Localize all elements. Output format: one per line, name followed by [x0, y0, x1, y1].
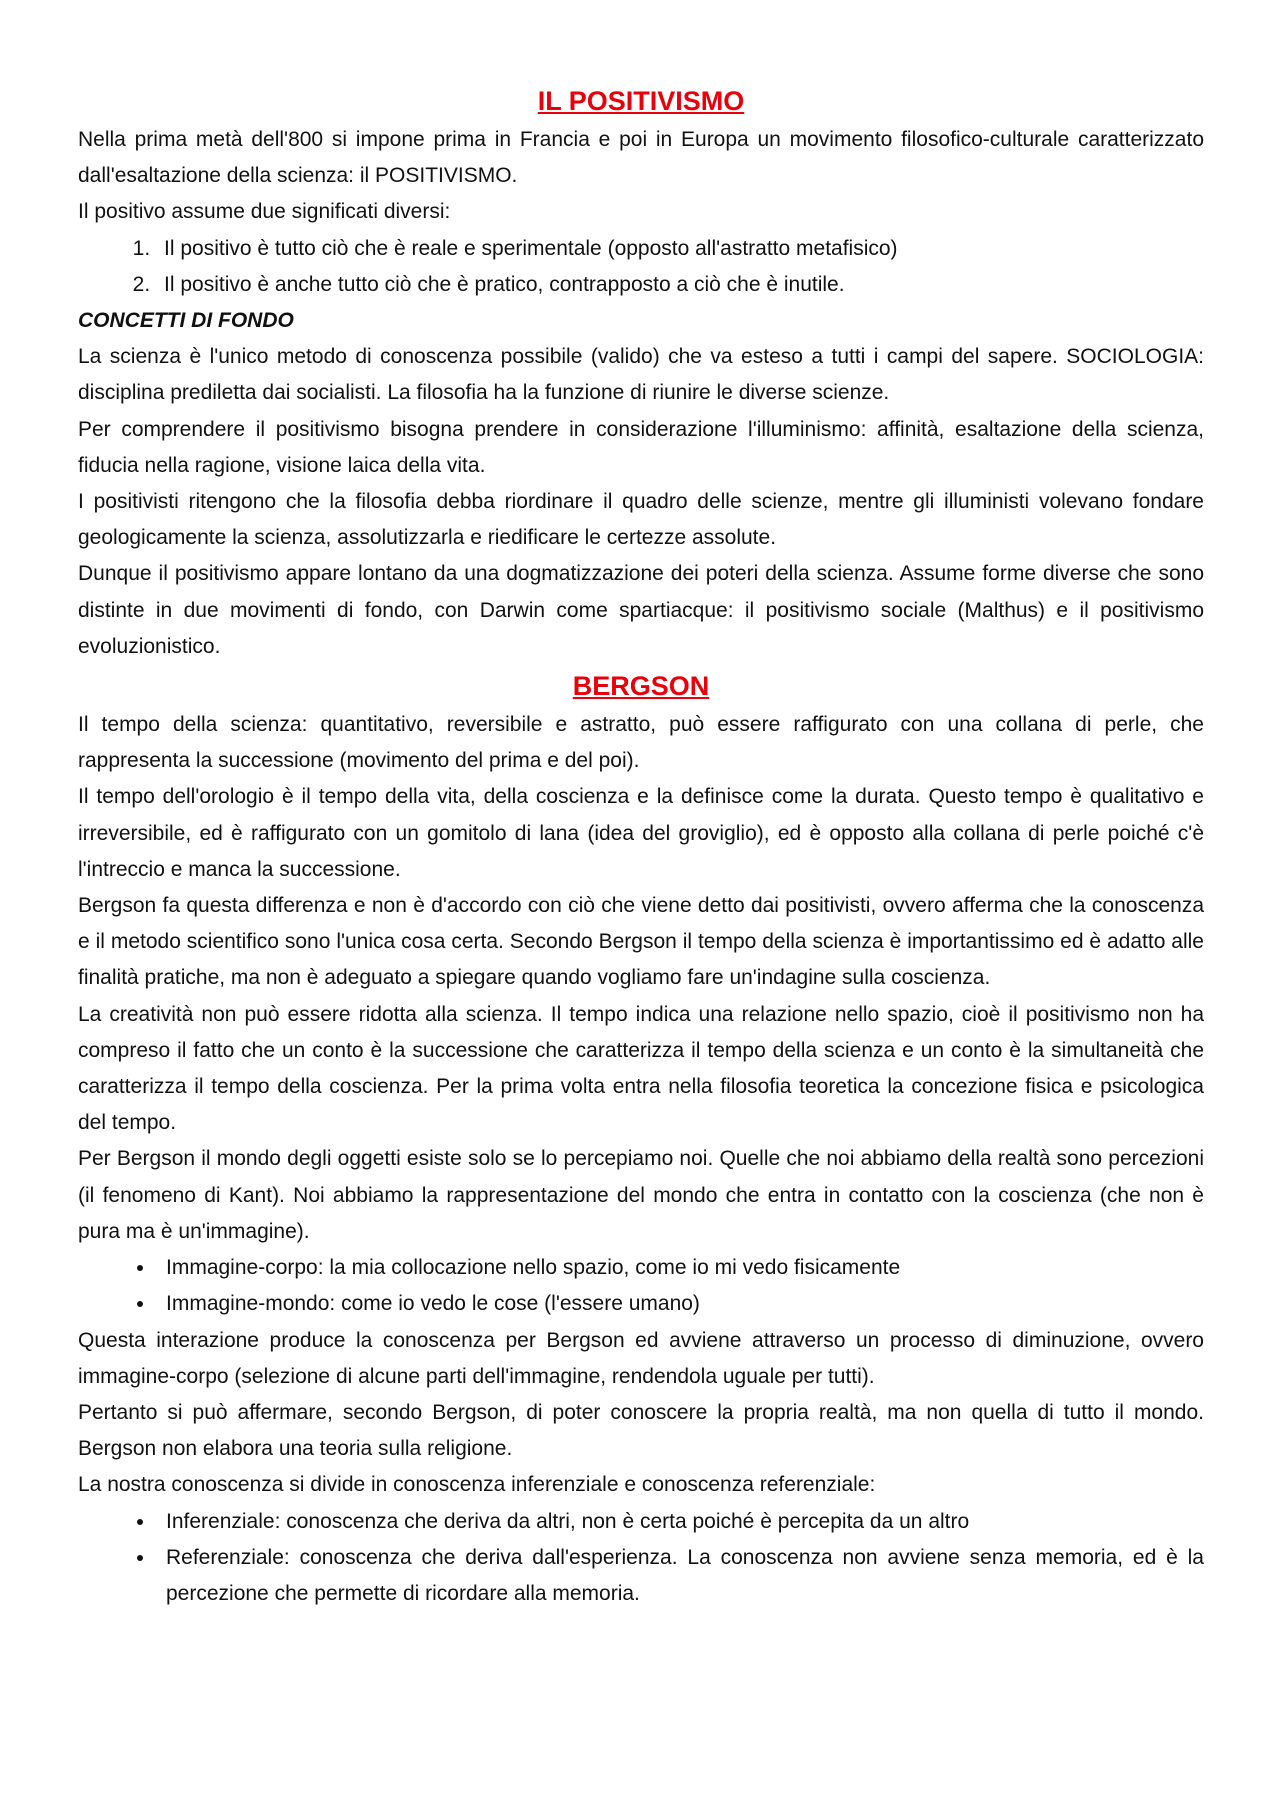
positivismo-intro: Nella prima metà dell'800 si impone prima in Francia e poi in Europa un movimento filosofico-culturale caratterizzato dall'esaltazione della scienza: il POSITIVISMO.: [78, 128, 1204, 188]
meanings-intro: Il positivo assume due significati diversi:: [78, 200, 451, 224]
list-item: 1. Il positivo è tutto ciò che è reale e sperimentale (opposto all'astratto metafisico): [156, 231, 1204, 267]
image-bullet-list: [78, 1250, 1204, 1322]
paragraph: Per Bergson il mondo degli oggetti esiste solo se lo percepiamo noi. Quelle che noi abbiamo della realtà sono percezioni (il fenomeno di Kant). Noi abbiamo la rappresentazione del mondo che entra in contatto con la coscienza (che non è pura ma è un'immagine).: [78, 1147, 1204, 1243]
paragraph: Per comprendere il positivismo bisogna prendere in considerazione l'illuminismo: affinità, esaltazione della scienza, fiducia nella ragione, visione laica della vita.: [78, 417, 1204, 477]
paragraph: Il tempo dell'orologio è il tempo della vita, della coscienza e la definisce come la durata. Questo tempo è qualitativo e irreversibile, ed è raffigurato con un gomitolo di lana (idea del groviglio), ed è opposto alla collana di perle poiché c'è l'intreccio e manca la successione.: [78, 785, 1204, 881]
paragraph: I positivisti ritengono che la filosofia debba riordinare il quadro delle scienze, mentre gli illuministi volevano fondare geologicamente la scienza, assolutizzarla e riedificare le certezze assolute.: [78, 490, 1204, 550]
list-item: • Referenziale: conoscenza che deriva dall'esperienza. La conoscenza non avviene senza memoria, ed è la percezione che permette di ricordare alla memoria.: [156, 1540, 1204, 1612]
document-page: [78, 80, 1204, 1612]
knowledge-bullet-list: [78, 1504, 1204, 1613]
positivismo-title: IL POSITIVISMO: [537, 86, 745, 116]
paragraph: La nostra conoscenza si divide in conoscenza inferenziale e conoscenza referenziale:: [78, 1473, 876, 1497]
bergson-title: BERGSON: [572, 671, 710, 702]
list-item: 2. Il positivo è anche tutto ciò che è pratico, contrapposto a ciò che è inutile.: [156, 267, 1204, 303]
list-item: • Inferenziale: conoscenza che deriva da altri, non è certa poiché è percepita da un altro: [156, 1504, 1204, 1540]
list-item: • Immagine-corpo: la mia collocazione nello spazio, come io mi vedo fisicamente: [156, 1250, 1204, 1286]
paragraph: Pertanto si può affermare, secondo Bergson, di poter conoscere la propria realtà, ma non quella di tutto il mondo. Bergson non elabora una teoria sulla religione.: [78, 1400, 1204, 1461]
list-item: • Immagine-mondo: come io vedo le cose (l'essere umano): [156, 1286, 1204, 1322]
concetti-subheading: CONCETTI DI FONDO: [78, 309, 294, 333]
meanings-list: [78, 231, 1204, 303]
paragraph: Il tempo della scienza: quantitativo, reversibile e astratto, può essere raffigurato con una collana di perle, che rappresenta la successione (movimento del prima e del poi).: [78, 713, 1204, 773]
paragraph: Dunque il positivismo appare lontano da una dogmatizzazione dei poteri della scienza. Assume forme diverse che sono distinte in due movimenti di fondo, con Darwin come spartiacque: il positivismo sociale (Malthus) e il positivismo evoluzionistico.: [78, 562, 1204, 658]
paragraph: Bergson fa questa differenza e non è d'accordo con ciò che viene detto dai positivisti, ovvero afferma che la conoscenza e il metodo scientifico sono l'unica cosa certa. Secondo Bergson il tempo della scienza è importantissimo ed è adatto alle finalità pratiche, ma non è adeguato a spiegare quando vogliamo fare un'indagine sulla coscienza.: [78, 894, 1204, 990]
paragraph: Questa interazione produce la conoscenza per Bergson ed avviene attraverso un processo di diminuzione, ovvero immagine-corpo (selezione di alcune parti dell'immagine, rendendola uguale per tutti).: [78, 1328, 1204, 1388]
paragraph: La creatività non può essere ridotta alla scienza. Il tempo indica una relazione nello spazio, cioè il positivismo non ha compreso il fatto che un conto è la successione che caratterizza il tempo della scienza e un conto è la simultaneità che caratterizza il tempo della coscienza. Per la prima volta entra nella filosofia teoretica la concezione fisica e psicologica del tempo.: [78, 1002, 1204, 1135]
paragraph: La scienza è l'unico metodo di conoscenza possibile (valido) che va esteso a tutti i campi del sapere. SOCIOLOGIA: disciplina prediletta dai socialisti. La filosofia ha la funzione di riunire le diverse scienze.: [78, 345, 1204, 405]
